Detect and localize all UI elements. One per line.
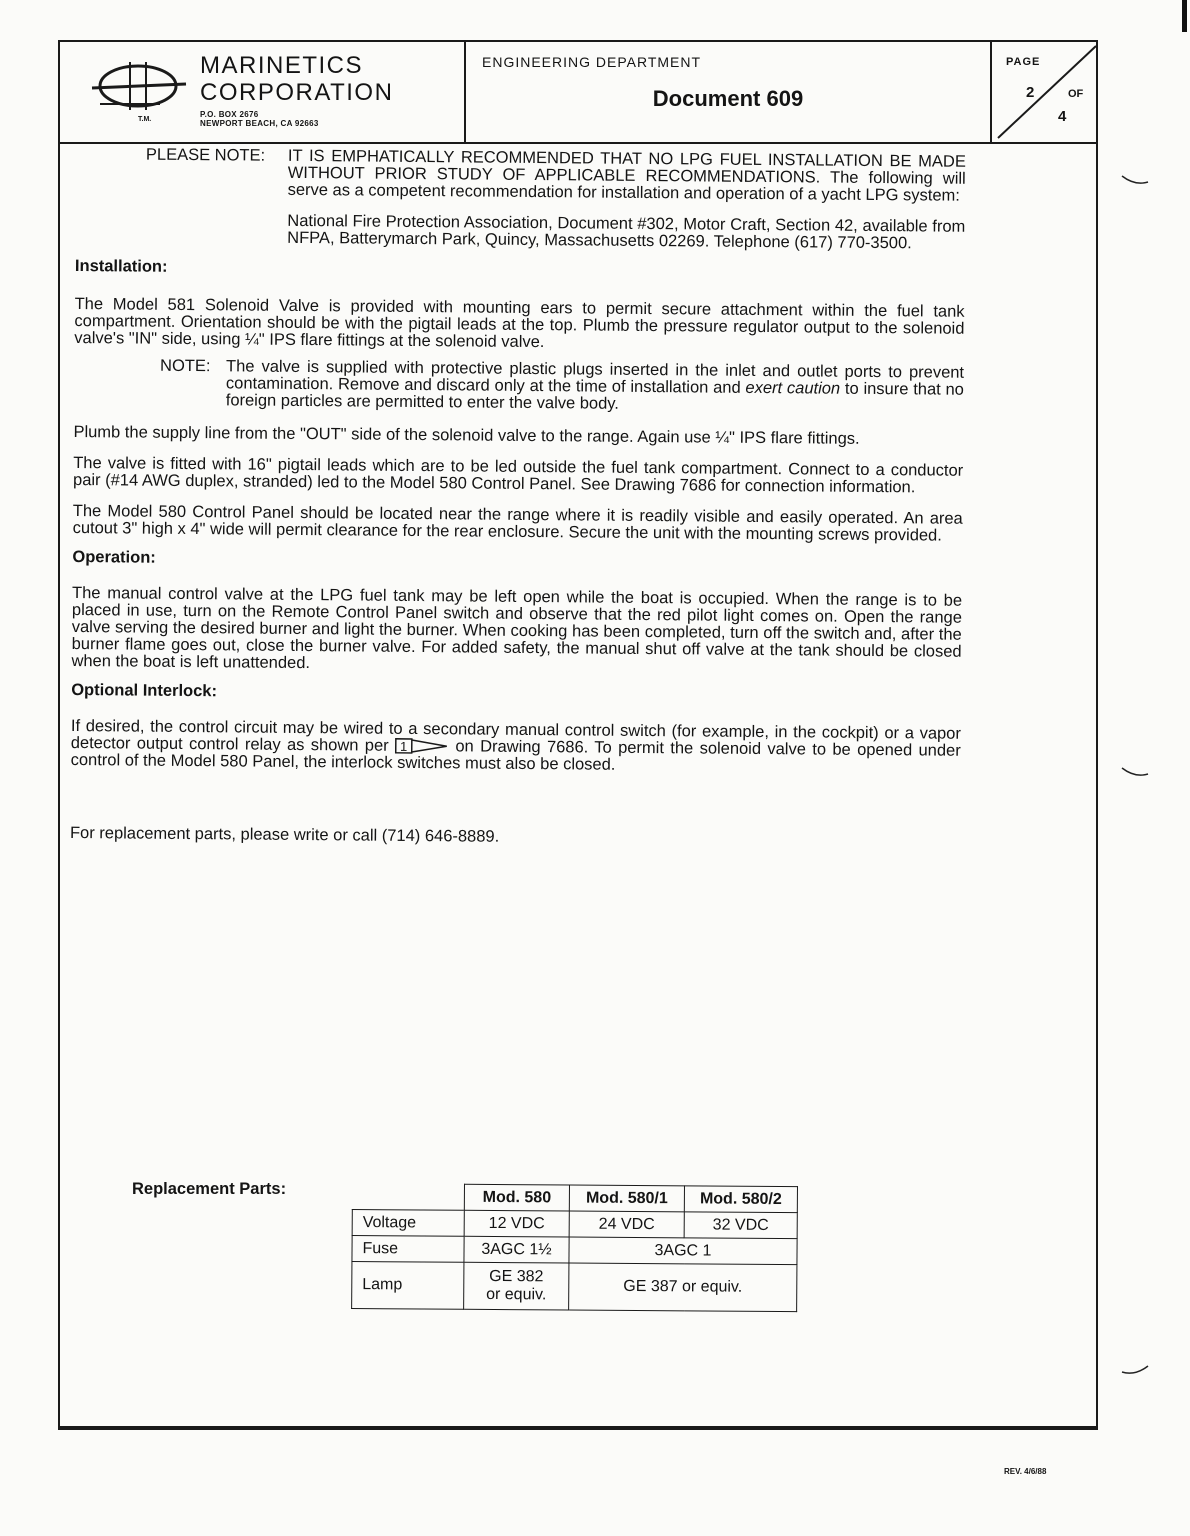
margin-mark-icon [1120,1364,1150,1378]
page-block [992,42,1098,142]
column-mod-580: Mod. 580 [464,1184,569,1211]
installation-paragraph: The Model 581 Solenoid Valve is provided with mounting ears to permit secure attachment within the fuel tank compartment. Orientation should be with the pigtail leads at the top. Plumb the pressure regulator output to the solenoid valve's "IN" side, using ¼" IPS flare fittings at the solenoid valve. [74,294,965,352]
column-mod-580-2: Mod. 580/2 [684,1186,797,1213]
please-note-label: PLEASE NOTE: [145,145,266,165]
nfpa-reference: National Fire Protection Association, Document #302, Motor Craft, Section 42, available from NFPA, Batterymarch Park, Quincy, Massachusetts 02269. Telephone (617) 770-3500. [287,211,966,253]
operation-paragraph: The manual control valve at the LPG fuel tank may be left open while the boat is occupied. When the range is to be placed in use, turn on the Remote Control Panel switch and observe that the red pilot light comes on. Open the range valve serving the desired burner and light the burner. When cooking has been completed, turn off the switch and, after the burner flame goes out, close the burner valve. For added safety, the manual shut off valve at the tank should be closed when the boat is left unattended. [71,583,963,673]
emphasis-text: exert caution [745,378,841,398]
trademark-mark: T.M. [138,116,152,123]
edge-mark [1182,0,1187,32]
supply-line-paragraph: Plumb the supply line from the "OUT" side of the solenoid valve to the range. Again use ¼" IPS flare fittings. [73,422,860,448]
fuse-label: Fuse [352,1236,464,1263]
please-note [146,147,966,205]
replacement-contact: For replacement parts, please write or call (714) 646-8889. [69,823,500,846]
note-flag-number: 1 [399,738,408,754]
department-name: ENGINEERING DEPARTMENT [482,54,702,70]
fuse-580-1-2: 3AGC 1 [569,1237,797,1265]
company-address: P.O. BOX 2676 NEWPORT BEACH, CA 92663 [200,110,319,128]
please-note-text: IT IS EMPHATICALLY RECOMMENDED THAT NO LPG FUEL INSTALLATION BE MADE WITHOUT PRIOR STUDY OF APPLICABLE RECOMMENDATIONS. The following will serve as a competent recommendation for installation and operation of a yacht LPG system: [287,146,966,205]
document-title: Document 609 [652,86,804,111]
valve-note-text: The valve is supplied with protective plastic plugs inserted in the inlet and outlet ports to prevent contamination. Remove and discard only at the time of installation and exert caution to insure that no foreign particles are permitted to enter the valve body. [225,357,965,413]
interlock-paragraph: If desired, the control circuit may be wired to a secondary manual control switch (for example, in the cockpit) or a vapor detector output control relay as shown per 1 on Drawing 7686. To permit the solenoid valve to be opened under control of the Model 580 Panel, the interlock switches must also be closed. [70,716,961,774]
company-logo-icon [90,58,190,122]
department-block [466,42,992,142]
lamp-580-1-2: GE 387 or equiv. [569,1263,797,1312]
note-flag-icon [395,738,449,754]
table-header-row [352,1184,797,1213]
title-block [60,42,1096,144]
column-mod-580-1: Mod. 580/1 [569,1185,684,1212]
lamp-580: GE 382 or equiv. [464,1262,569,1310]
valve-note-label: NOTE: [160,356,211,376]
table-row [352,1236,797,1265]
operation-heading: Operation: [72,547,156,567]
replacement-parts-heading: Replacement Parts: [132,1180,287,1198]
company-name: MARINETICS CORPORATION [200,52,394,106]
fuse-580: 3AGC 1½ [464,1236,569,1263]
page-label: PAGE [1006,56,1041,68]
interlock-heading: Optional Interlock: [71,680,218,701]
pigtail-paragraph: The valve is fitted with 16" pigtail leads which are to be led outside the fuel tank compartment. Connect to a conductor pair (#14 AWG duplex, stranded) led to the Model 580 Control Panel. See Drawing 7686 for connection information. [73,453,964,497]
document-body [70,146,966,850]
valve-note [160,358,964,416]
voltage-580: 12 VDC [464,1210,569,1237]
installation-heading: Installation: [74,256,168,276]
margin-mark-icon [1120,174,1150,188]
table-row [352,1262,797,1312]
page-of-label: OF [1068,88,1084,100]
voltage-label: Voltage [352,1210,464,1237]
control-panel-paragraph: The Model 580 Control Panel should be located near the range where it is readily visible and easily operated. An area cutout 3" high x 4" wide will permit clearance for the rear enclosure. Secure the unit with the mounting screws provided. [72,501,963,545]
voltage-580-1: 24 VDC [569,1211,684,1238]
page-number: 2 [1026,84,1035,101]
table-row [352,1210,797,1239]
revision-stamp: REV. 4/6/88 [1004,1467,1047,1476]
company-block [60,42,466,142]
lamp-label: Lamp [352,1262,464,1310]
page-total: 4 [1058,108,1067,125]
replacement-parts-table [351,1183,798,1312]
margin-mark-icon [1120,766,1150,780]
voltage-580-2: 32 VDC [684,1212,797,1239]
